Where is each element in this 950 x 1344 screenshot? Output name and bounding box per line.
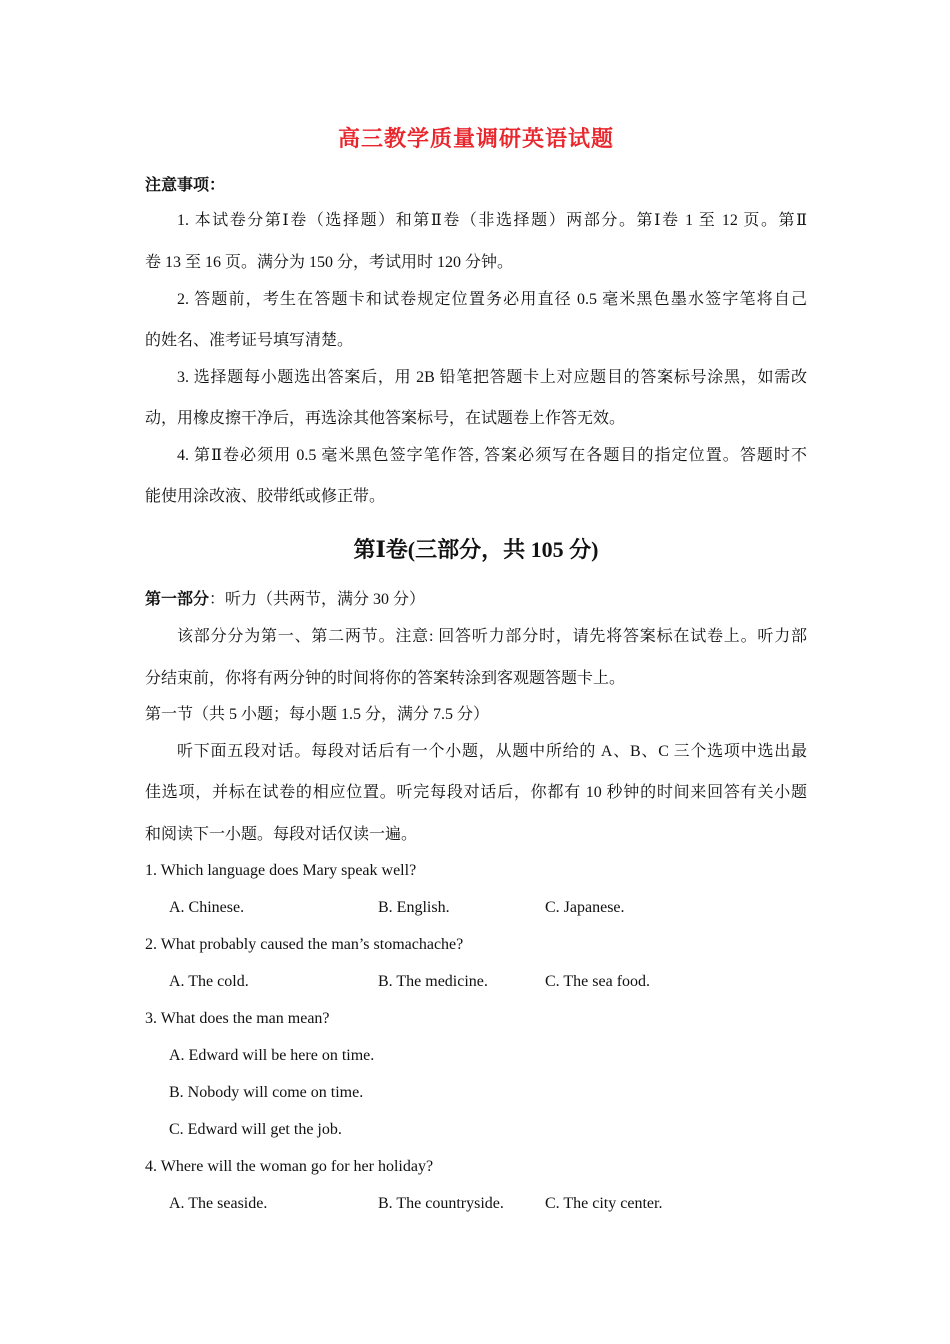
section1-instruction-line2: 佳选项，并标在试卷的相应位置。听完每段对话后，你都有 10 秒钟的时间来回答有关小题 xyxy=(145,784,807,801)
notice-heading: 注意事项： xyxy=(145,177,226,194)
question-2-option-b: B. The medicine. xyxy=(378,973,488,990)
question-3-option-c: C. Edward will get the job. xyxy=(169,1121,342,1138)
notice-item-1-line2: 卷 13 至 16 页。满分为 150 分，考试用时 120 分钟。 xyxy=(145,254,514,271)
question-2: 2. What probably caused the man’s stomachache? xyxy=(145,936,464,953)
notice-item-4-line2: 能使用涂改液、胶带纸或修正带。 xyxy=(145,488,386,505)
notice-item-2-line2: 的姓名、准考证号填写清楚。 xyxy=(145,332,354,349)
section1-instruction-line1: 听下面五段对话。每段对话后有一个小题，从题中所给的 A、B、C 三个选项中选出最 xyxy=(177,743,807,760)
part1-heading xyxy=(145,590,807,610)
question-4-option-c: C. The city center. xyxy=(545,1195,663,1212)
question-4: 4. Where will the woman go for her holiday? xyxy=(145,1158,434,1175)
page-title: 高三教学质量调研英语试题 xyxy=(337,126,614,151)
question-3-option-b: B. Nobody will come on time. xyxy=(169,1084,364,1101)
notice-item-1-line1: 1. 本试卷分第Ⅰ卷（选择题）和第Ⅱ卷（非选择题）两部分。第Ⅰ卷 1 至 12 页。第Ⅱ xyxy=(177,212,807,229)
part1-heading-label: 第一部分 xyxy=(145,591,210,608)
part1-heading-detail: ：听力（共两节，满分 30 分） xyxy=(209,591,426,608)
section1-heading: 第一节（共 5 小题；每小题 1.5 分，满分 7.5 分） xyxy=(145,706,490,723)
notice-item-2-line1: 2. 答题前，考生在答题卡和试卷规定位置务必用直径 0.5 毫米黑色墨水签字笔将自己 xyxy=(177,291,807,308)
question-4-option-b: B. The countryside. xyxy=(378,1195,504,1212)
question-3-option-a: A. Edward will be here on time. xyxy=(169,1047,375,1064)
question-1-option-c: C. Japanese. xyxy=(545,899,625,916)
question-1-option-a: A. Chinese. xyxy=(169,899,245,916)
question-4-option-a: A. The seaside. xyxy=(169,1195,268,1212)
question-2-option-c: C. The sea food. xyxy=(545,973,651,990)
notice-item-3-line2: 动，用橡皮擦干净后，再选涂其他答案标号，在试题卷上作答无效。 xyxy=(145,410,626,427)
part1-intro-line2: 分结束前，你将有两分钟的时间将你的答案转涂到客观题答题卡上。 xyxy=(145,670,626,687)
question-3: 3. What does the man mean? xyxy=(145,1010,330,1027)
section1-instruction-line3: 和阅读下一小题。每段对话仅读一遍。 xyxy=(145,826,418,843)
question-1: 1. Which language does Mary speak well? xyxy=(145,862,417,879)
notice-item-3-line1: 3. 选择题每小题选出答案后，用 2B 铅笔把答题卡上对应题目的答案标号涂黑，如需改 xyxy=(177,369,807,386)
question-1-option-b: B. English. xyxy=(378,899,450,916)
question-2-option-a: A. The cold. xyxy=(169,973,249,990)
part1-intro-line1: 该部分分为第一、第二两节。注意: 回答听力部分时，请先将答案标在试卷上。听力部 xyxy=(177,628,807,645)
volume1-title: 第Ⅰ卷(三部分，共 105 分) xyxy=(353,537,599,562)
notice-item-4-line1: 4. 第Ⅱ卷必须用 0.5 毫米黑色签字笔作答, 答案必须写在各题目的指定位置。答题时不 xyxy=(177,447,807,464)
